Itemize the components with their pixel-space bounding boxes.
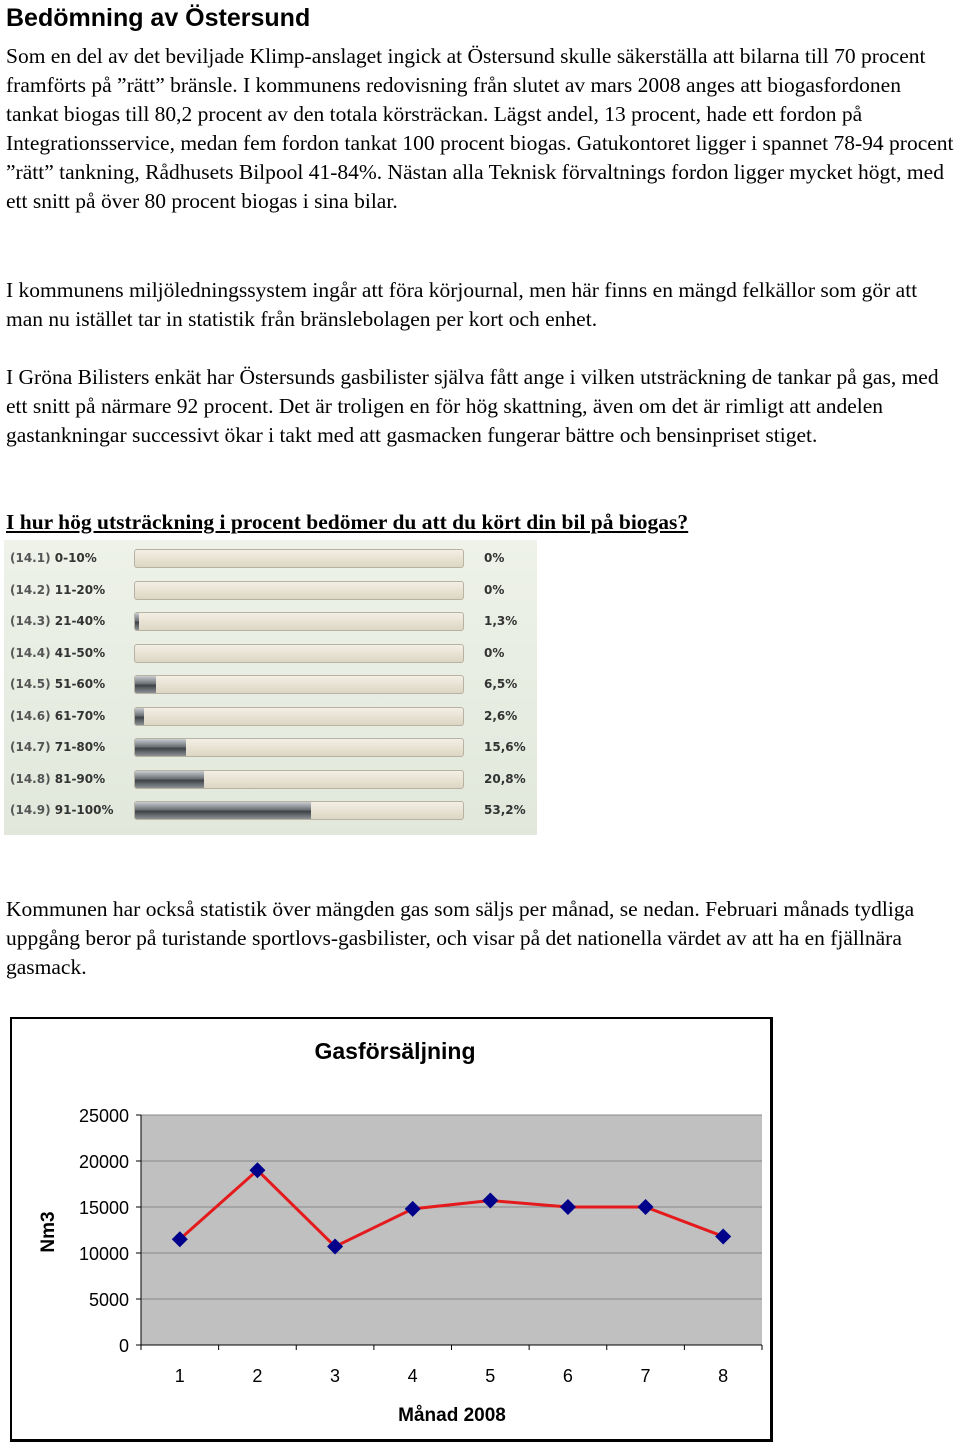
survey-row-code: (14.8): [10, 771, 51, 786]
survey-row: [4, 795, 537, 826]
y-tick-label: 20000: [78, 1152, 129, 1172]
survey-row-code: (14.9): [10, 803, 51, 817]
x-tick-label: 1: [174, 1366, 185, 1386]
survey-bar-value-label: 6,5%: [484, 677, 518, 691]
survey-bar: [135, 739, 186, 756]
survey-bar-value-label: 53,2%: [484, 803, 526, 817]
survey-question: I hur hög utsträckning i procent bedömer du att du kört din bil på biogas?: [6, 510, 689, 534]
survey-bar-track: [134, 707, 464, 726]
survey-row-category: 71-80%: [50, 740, 106, 754]
survey-bar: [135, 771, 204, 788]
survey-row-category: 81-90%: [50, 771, 106, 786]
x-tick-label: 3: [330, 1366, 341, 1386]
y-tick-label: 25000: [78, 1106, 129, 1126]
environment-system-paragraph: I kommunens miljöledningssystem ingår att föra körjournal, men här finns en mängd felkällor som gör att man nu istället tar in statistik från bränslebolagen per kort och enhet.: [6, 278, 918, 331]
survey-paragraph: I Gröna Bilisters enkät har Östersunds gasbilister själva fått ange i vilken utsträckning de tankar på gas, med ett snitt på närmare 92 procent. Det är troligen en för hög skattning, även om det är rimligt att andelen gastankningar successivt ökar i takt med att gasmacken fungerar bättre och bensinpriset stiget.: [6, 365, 939, 447]
plot-area: [141, 1115, 762, 1345]
survey-row-category: 11-20%: [50, 582, 106, 597]
survey-row-code: (14.2): [10, 582, 51, 597]
survey-bar-value-label: 0%: [484, 645, 505, 660]
survey-row-category: 21-40%: [50, 614, 106, 628]
survey-row-label: [10, 740, 132, 754]
survey-bar-track: [134, 770, 464, 789]
survey-row-label: [10, 614, 132, 628]
x-tick-label: 7: [640, 1366, 651, 1386]
survey-row-code: (14.4): [10, 645, 51, 660]
survey-row: [4, 543, 537, 574]
y-axis-label: Nm3: [38, 1211, 59, 1253]
survey-row: [4, 638, 537, 669]
page-heading: Bedömning av Östersund: [6, 4, 311, 32]
survey-row-label: [10, 772, 132, 786]
survey-row-label: [10, 551, 132, 565]
gas-sales-chart: [10, 1017, 773, 1442]
x-tick-label: 6: [562, 1366, 573, 1386]
survey-row-code: (14.6): [10, 708, 51, 723]
y-tick-label: 0: [118, 1336, 129, 1356]
x-tick-label: 4: [407, 1366, 418, 1386]
survey-bar-track: [134, 581, 464, 600]
survey-bar-value-label: 2,6%: [484, 708, 518, 723]
survey-row-label: [10, 803, 132, 817]
survey-bar-value-label: 15,6%: [484, 740, 526, 754]
x-tick-label: 2: [252, 1366, 263, 1386]
survey-row: [4, 575, 537, 606]
survey-row-category: 51-60%: [50, 677, 106, 691]
intro-paragraph: Som en del av det beviljade Klimp-anslaget ingick at Östersund skulle säkerställa att bilarna till 70 procent framförts på ”rätt” bränsle. I kommunens redovisning från slutet av mars 2008 anges att biogasfordonen tankat biogas till 80,2 procent av den totala körsträckan. Lägst andel, 13 procent, hade ett fordon på Integrationsservice, medan fem fordon tankat 100 procent biogas. Gatukontoret ligger i spannet 78-94 procent ”rätt” tankning, Rådhusets Bilpool 41-84%. Nästan alla Teknisk förvaltnings fordon ligger mycket högt, med ett snitt på över 80 procent biogas i sina bilar.: [6, 44, 954, 213]
survey-row-category: 0-10%: [50, 551, 97, 565]
survey-row-category: 61-70%: [50, 708, 106, 723]
survey-bar-value-label: 0%: [484, 582, 505, 597]
survey-bar-value-label: 20,8%: [484, 771, 526, 786]
survey-row: [4, 669, 537, 700]
survey-row-code: (14.3): [10, 614, 51, 628]
chart-title: Gasförsäljning: [314, 1038, 476, 1064]
survey-row-code: (14.7): [10, 740, 51, 754]
x-tick-label: 5: [485, 1366, 496, 1386]
survey-row-label: [10, 709, 132, 723]
y-tick-label: 15000: [78, 1198, 129, 1218]
survey-row-code: (14.1): [10, 551, 51, 565]
survey-row: [4, 764, 537, 795]
y-tick-label: 5000: [88, 1290, 129, 1310]
survey-bar: [135, 802, 311, 819]
survey-row-label: [10, 677, 132, 691]
survey-bar: [135, 708, 144, 725]
survey-row: [4, 606, 537, 637]
gas-sales-paragraph: Kommunen har också statistik över mängden gas som säljs per månad, se nedan. Februari månads tydliga uppgång beror på turistande sportlovs-gasbilister, och visar på det nationella värdet av att ha en fjällnära gasmack.: [6, 897, 915, 979]
survey-row-code: (14.5): [10, 677, 51, 691]
y-tick-label: 10000: [78, 1244, 129, 1264]
survey-bar-track: [134, 738, 464, 757]
survey-row: [4, 732, 537, 763]
x-tick-label: 8: [718, 1366, 729, 1386]
survey-row-label: [10, 583, 132, 597]
x-axis-label: Månad 2008: [398, 1405, 506, 1426]
survey-bar-value-label: 1,3%: [484, 614, 518, 628]
survey-row-label: [10, 646, 132, 660]
survey-row-category: 91-100%: [50, 803, 114, 817]
survey-bar-track: [134, 549, 464, 568]
survey-bar-value-label: 0%: [484, 551, 505, 565]
survey-bar: [135, 676, 156, 693]
survey-bar-chart: [4, 540, 537, 835]
survey-row-category: 41-50%: [50, 645, 106, 660]
line-chart-svg: [12, 1019, 772, 1441]
survey-row: [4, 701, 537, 732]
survey-bar-track: [134, 801, 464, 820]
survey-bar-track: [134, 644, 464, 663]
survey-bar-track: [134, 675, 464, 694]
survey-bar-track: [134, 612, 464, 631]
survey-bar: [135, 613, 139, 630]
